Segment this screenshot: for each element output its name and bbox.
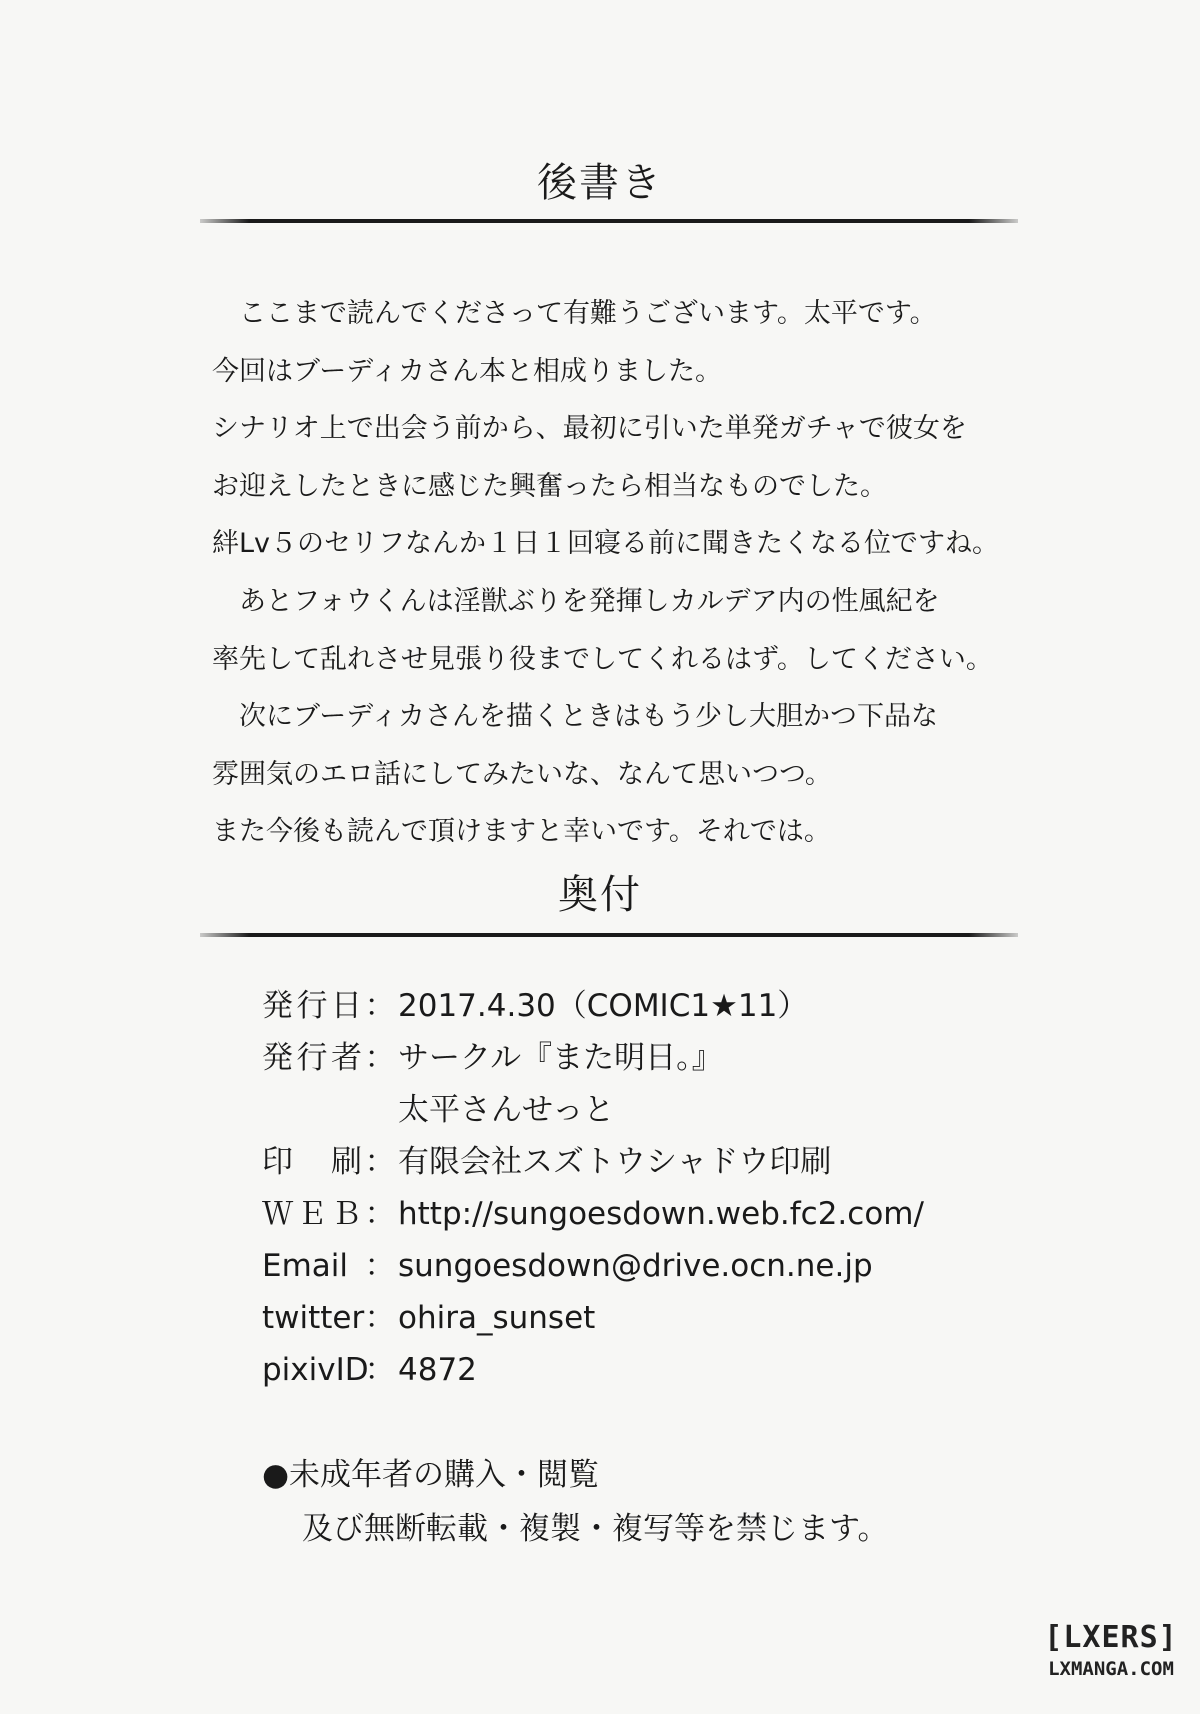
colophon-separator: ：: [364, 1144, 396, 1180]
colophon-value: sungoesdown@drive.ocn.ne.jp: [398, 1248, 873, 1284]
afterword-title: 後書き: [537, 160, 663, 206]
watermark-logo: [1036, 1620, 1186, 1682]
colophon-separator: ：: [364, 1040, 396, 1076]
legal-notice: [262, 1448, 889, 1556]
notice-line: 及び無断転載・複製・複写等を禁じます。: [302, 1511, 889, 1547]
colophon-key: 発行日: [262, 988, 362, 1024]
colophon-value: ohira_sunset: [398, 1300, 596, 1336]
watermark-domain: LXMANGA.COM: [1048, 1658, 1174, 1680]
watermark-brand: [LXERS]: [1044, 1620, 1178, 1655]
afterword-line: 次にブーディカさんを描くときはもう少し大胆かつ下品な: [212, 701, 939, 733]
afterword-line: 今回はブーディカさん本と相成りました。: [212, 355, 723, 387]
afterword-line: 雰囲気のエロ話にしてみたいな、なんて思いつつ。: [212, 758, 832, 790]
colophon-separator: ：: [364, 988, 396, 1024]
colophon-separator: [362, 1084, 398, 1136]
colophon-row-printer: [262, 1136, 924, 1188]
colophon-key: 発行者: [262, 1040, 362, 1076]
colophon-row-publisher: [262, 1032, 924, 1084]
colophon-value: 太平さんせっと: [398, 1092, 615, 1128]
afterword-line: お迎えしたときに感じた興奮ったら相当なものでした。: [212, 470, 887, 502]
colophon-value: サークル『また明日。』: [398, 1040, 723, 1076]
afterword-line: 絆Lv５のセリフなんか１日１回寝る前に聞きたくなる位ですね。: [212, 528, 1000, 560]
colophon-key: 印 刷: [262, 1144, 362, 1180]
colophon-value: 4872: [398, 1352, 477, 1388]
colophon-separator: ：: [364, 1248, 396, 1284]
colophon-row-publisher-name: [262, 1084, 924, 1136]
colophon-row-email: [262, 1240, 924, 1292]
afterword-line: あとフォウくんは淫獣ぶりを発揮しカルデア内の性風紀を: [212, 585, 940, 617]
afterword-divider: [200, 219, 1018, 223]
notice-line: ●未成年者の購入・閲覧: [262, 1457, 600, 1493]
colophon-value: http://sungoesdown.web.fc2.com/: [398, 1196, 924, 1232]
colophon-separator: ：: [364, 1196, 396, 1232]
colophon-value: 有限会社スズトウシャドウ印刷: [398, 1144, 832, 1180]
colophon-title: 奥付: [558, 872, 642, 918]
colophon-row-pixiv: [262, 1344, 924, 1396]
colophon-row-date: [262, 980, 924, 1032]
afterword-line: ここまで読んでくださって有難うございます。太平です。: [212, 298, 937, 329]
afterword-line: また今後も読んで頂けますと幸いです。それでは。: [212, 816, 831, 848]
colophon-key: twitter: [262, 1300, 365, 1336]
colophon-row-web: [262, 1188, 924, 1240]
colophon-row-twitter: [262, 1292, 924, 1344]
colophon-key: [262, 1084, 362, 1136]
colophon-key: Email: [262, 1248, 349, 1284]
colophon-divider: [200, 933, 1018, 937]
colophon-value: 2017.4.30（COMIC1★11）: [398, 988, 809, 1024]
afterword-line: シナリオ上で出会う前から、最初に引いた単発ガチャで彼女を: [212, 413, 967, 445]
colophon-key: pixivID: [262, 1352, 369, 1388]
colophon-table: [262, 980, 924, 1396]
colophon-key: ＷＥＢ: [262, 1196, 362, 1232]
afterword-body: [212, 285, 1042, 861]
colophon-separator: ：: [364, 1352, 396, 1388]
colophon-separator: ：: [364, 1300, 396, 1336]
afterword-line: 率先して乱れさせ見張り役までしてくれるはず。してください。: [212, 643, 993, 675]
